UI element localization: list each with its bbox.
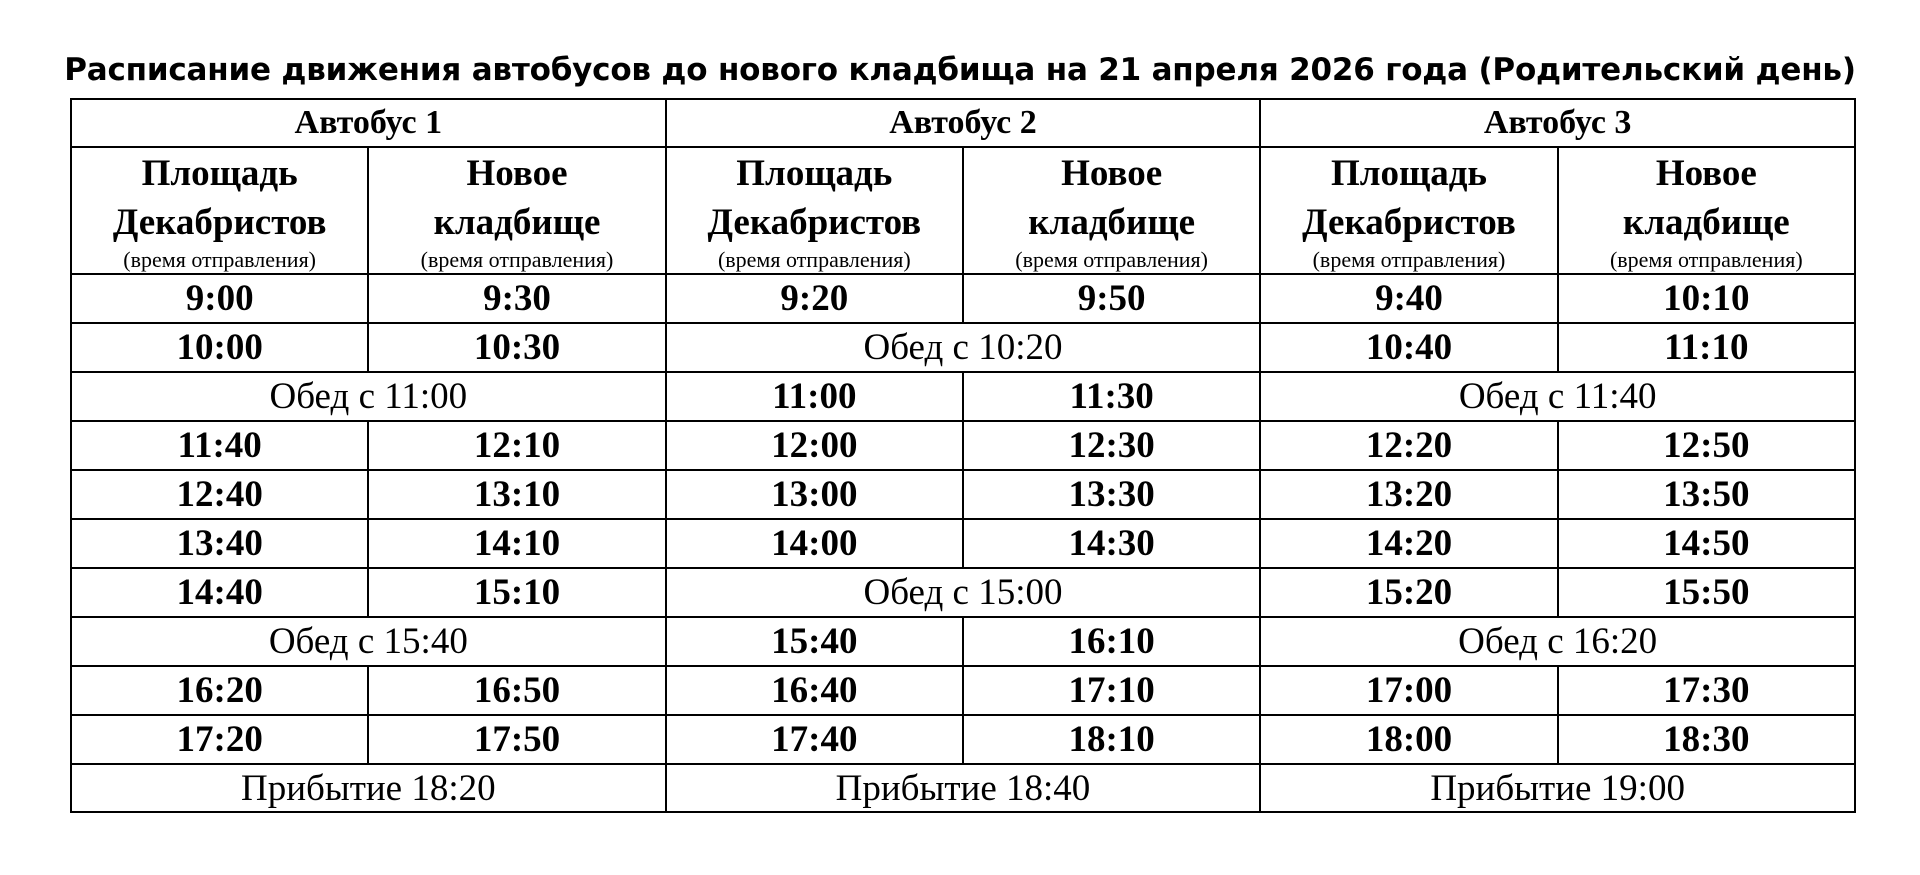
- departure-time-cell: 15:40: [666, 617, 963, 666]
- stop-header-to: [963, 147, 1260, 274]
- return-time-cell: 14:30: [963, 519, 1260, 568]
- return-time-cell: 12:50: [1558, 421, 1855, 470]
- departure-time-cell: 11:40: [71, 421, 368, 470]
- stop-name-line: Площадь: [1330, 152, 1487, 194]
- return-time-cell: 18:10: [963, 715, 1260, 764]
- departure-time-cell: 10:40: [1260, 323, 1557, 372]
- departure-time-cell: 12:20: [1260, 421, 1557, 470]
- return-time-cell: 11:30: [963, 372, 1260, 421]
- lunch-break-cell: Обед с 11:40: [1260, 372, 1855, 421]
- stop-name-line: Площадь: [736, 152, 893, 194]
- stop-name-line: Декабристов: [1302, 201, 1516, 243]
- departure-time-cell: 11:00: [666, 372, 963, 421]
- departure-time-cell: 13:00: [666, 470, 963, 519]
- return-time-cell: 18:30: [1558, 715, 1855, 764]
- departure-time-cell: 14:00: [666, 519, 963, 568]
- departure-time-cell: 14:20: [1260, 519, 1557, 568]
- lunch-break-cell: Обед с 15:40: [71, 617, 666, 666]
- bus-3-header: Автобус 3: [1260, 99, 1855, 147]
- schedule-row: [71, 323, 1855, 372]
- return-time-cell: 14:50: [1558, 519, 1855, 568]
- departure-time-cell: 10:00: [71, 323, 368, 372]
- bus-1-header: Автобус 1: [71, 99, 666, 147]
- schedule-row: [71, 519, 1855, 568]
- departure-time-cell: 9:40: [1260, 274, 1557, 323]
- departure-time-cell: 9:00: [71, 274, 368, 323]
- return-time-cell: 13:30: [963, 470, 1260, 519]
- stop-header-to: [1558, 147, 1855, 274]
- arrival-row: [71, 764, 1855, 812]
- schedule-row: [71, 372, 1855, 421]
- schedule-row: [71, 421, 1855, 470]
- stop-note: (время отправления): [717, 246, 911, 272]
- departure-time-cell: 17:40: [666, 715, 963, 764]
- return-time-cell: 9:30: [368, 274, 665, 323]
- departure-time-cell: 18:00: [1260, 715, 1557, 764]
- stop-name-line: Декабристов: [112, 201, 327, 243]
- stop-header-to: [368, 147, 665, 274]
- stop-name-line: Декабристов: [707, 201, 922, 243]
- stop-header-row: [71, 147, 1855, 274]
- return-time-cell: 10:30: [368, 323, 665, 372]
- departure-time-cell: 15:20: [1260, 568, 1557, 617]
- return-time-cell: 17:50: [368, 715, 665, 764]
- bus-header-row: [71, 99, 1855, 147]
- lunch-break-cell: Обед с 15:00: [666, 568, 1261, 617]
- departure-time-cell: 16:20: [71, 666, 368, 715]
- return-time-cell: 11:10: [1558, 323, 1855, 372]
- schedule-row: [71, 715, 1855, 764]
- departure-time-cell: 13:20: [1260, 470, 1557, 519]
- bus-2-header: Автобус 2: [666, 99, 1261, 147]
- stop-header-from: [1260, 147, 1557, 274]
- stop-name-line: Новое: [1061, 152, 1163, 194]
- stop-name-line: кладбище: [433, 201, 601, 243]
- stop-note: (время отправления): [1015, 246, 1208, 272]
- schedule-row: [71, 617, 1855, 666]
- return-time-cell: 13:10: [368, 470, 665, 519]
- return-time-cell: 15:10: [368, 568, 665, 617]
- arrival-bus-2: Прибытие 18:40: [666, 764, 1261, 812]
- schedule-row: [71, 470, 1855, 519]
- return-time-cell: 17:10: [963, 666, 1260, 715]
- return-time-cell: 15:50: [1558, 568, 1855, 617]
- return-time-cell: 17:30: [1558, 666, 1855, 715]
- lunch-break-cell: Обед с 10:20: [666, 323, 1261, 372]
- stop-name-line: Новое: [466, 152, 568, 194]
- lunch-break-cell: Обед с 16:20: [1260, 617, 1855, 666]
- arrival-bus-3: Прибытие 19:00: [1260, 764, 1855, 812]
- return-time-cell: 13:50: [1558, 470, 1855, 519]
- stop-name-line: кладбище: [1028, 201, 1196, 243]
- return-time-cell: 16:50: [368, 666, 665, 715]
- return-time-cell: 12:10: [368, 421, 665, 470]
- stop-header-from: [71, 147, 368, 274]
- departure-time-cell: 13:40: [71, 519, 368, 568]
- departure-time-cell: 17:20: [71, 715, 368, 764]
- return-time-cell: 10:10: [1558, 274, 1855, 323]
- stop-name-line: Площадь: [141, 152, 298, 194]
- return-time-cell: 16:10: [963, 617, 1260, 666]
- lunch-break-cell: Обед с 11:00: [71, 372, 666, 421]
- stop-name-line: Новое: [1655, 152, 1757, 194]
- departure-time-cell: 12:00: [666, 421, 963, 470]
- arrival-bus-1: Прибытие 18:20: [71, 764, 666, 812]
- return-time-cell: 14:10: [368, 519, 665, 568]
- return-time-cell: 9:50: [963, 274, 1260, 323]
- departure-time-cell: 16:40: [666, 666, 963, 715]
- departure-time-cell: 12:40: [71, 470, 368, 519]
- departure-time-cell: 9:20: [666, 274, 963, 323]
- stop-note: (время отправления): [123, 246, 317, 272]
- stop-note: (время отправления): [1312, 246, 1506, 272]
- return-time-cell: 12:30: [963, 421, 1260, 470]
- departure-time-cell: 17:00: [1260, 666, 1557, 715]
- bus-schedule-table: [70, 98, 1856, 813]
- stop-note: (время отправления): [1609, 246, 1803, 272]
- stop-note: (время отправления): [420, 246, 614, 272]
- departure-time-cell: 14:40: [71, 568, 368, 617]
- schedule-row: [71, 666, 1855, 715]
- schedule-row: [71, 274, 1855, 323]
- stop-header-from: [666, 147, 963, 274]
- stop-name-line: кладбище: [1622, 201, 1790, 243]
- schedule-row: [71, 568, 1855, 617]
- page-title: Расписание движения автобусов до нового кладбища на 21 апреля 2026 года (Родительский день): [64, 52, 1856, 88]
